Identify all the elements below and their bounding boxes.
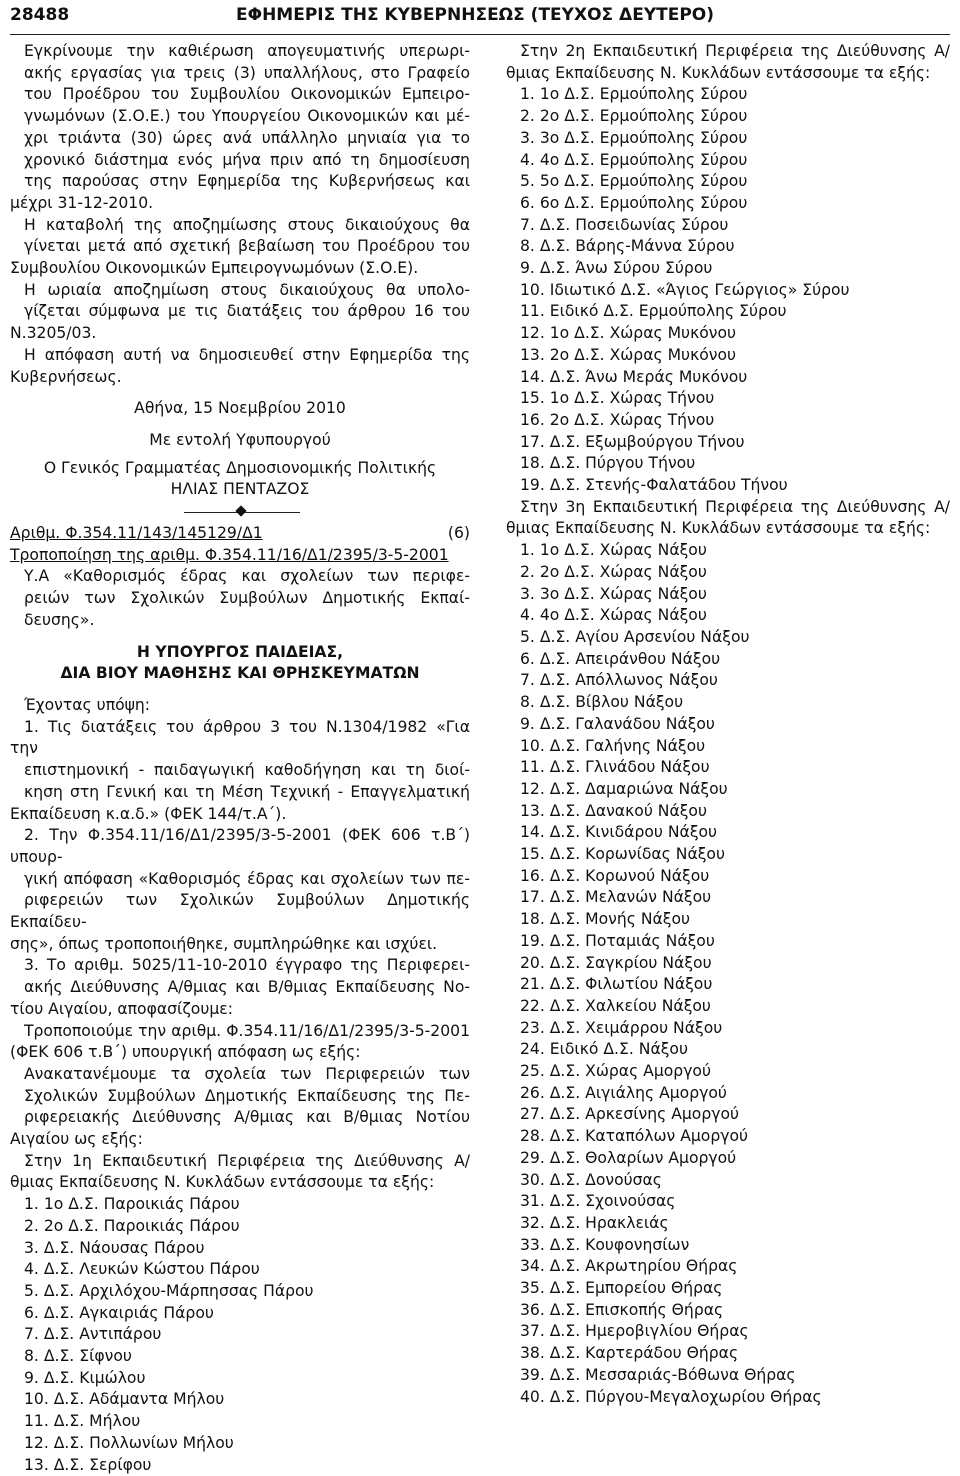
text-line: Εγκρίνουμε την καθιέρωση απογευματινής υπερωρι- — [24, 42, 470, 60]
school-list-item: 22. Δ.Σ. Χαλκείου Νάξου — [520, 996, 711, 1015]
text-line: ριφερειακής Διεύθυνσης Α/θμιας και Β/θμιας Νοτίου — [24, 1108, 470, 1127]
decision-number: Αριθμ. Φ.354.11/143/145129/Δ1 — [10, 524, 263, 543]
school-list-item: 39. Δ.Σ. Μεσσαριάς-Βόθωνα Θήρας — [520, 1365, 796, 1384]
region-2-heading-last: θμιας Εκπαίδευσης Ν. Κυκλάδων εντάσσουμε τα εξής: — [506, 63, 931, 82]
school-list-item: 18. Δ.Σ. Πύργου Τήνου — [520, 454, 696, 473]
amendment-title-last: δευσης». — [24, 610, 95, 629]
school-list-item: 24. Ειδικό Δ.Σ. Νάξου — [520, 1040, 688, 1059]
school-list-item: 25. Δ.Σ. Χώρας Αμοργού — [520, 1062, 711, 1081]
school-list-item: 37. Δ.Σ. Ημεροβιγλίου Θήρας — [520, 1322, 749, 1341]
school-list-item: 5. Δ.Σ. Αρχιλόχου-Μάρπησσας Πάρου — [24, 1281, 314, 1300]
school-list-item: 5. Δ.Σ. Αγίου Αρσενίου Νάξου — [520, 627, 750, 646]
school-list-item: 11. Ειδικό Δ.Σ. Ερμούπολης Σύρου — [520, 302, 787, 321]
school-list-item: 31. Δ.Σ. Σχοινούσας — [520, 1192, 676, 1211]
school-list-item: 13. Δ.Σ. Σερίφου — [24, 1455, 152, 1474]
school-list-item: 23. Δ.Σ. Χειμάρρου Νάξου — [520, 1018, 723, 1037]
amendment-title — [10, 566, 470, 609]
hourly-paragraph — [10, 280, 470, 323]
school-list-item: 2. 2ο Δ.Σ. Ερμούπολης Σύρου — [520, 107, 748, 126]
school-list-item: 19. Δ.Σ. Ποταμιάς Νάξου — [520, 931, 715, 950]
text-line: γική απόφαση «Καθορισμός έδρας και σχολείων των πε- — [24, 869, 470, 888]
school-list-item: 36. Δ.Σ. Επισκοπής Θήρας — [520, 1300, 724, 1319]
region-3-school-list — [506, 540, 950, 1408]
regard-item-2 — [10, 825, 470, 934]
regard-item-1-last: Εκπαίδευση κ.α.δ.» (ΦΕΚ 144/τ.Α΄). — [10, 804, 287, 823]
text-line: του Προέδρου του Συμβουλίου Οικονομικών Εμπειρο- — [24, 85, 470, 104]
school-list-item: 27. Δ.Σ. Αρκεσίνης Αμοργού — [520, 1105, 740, 1124]
payment-paragraph-last: Συμβουλίου Οικονομικών Εμπειρογνωμόνων (Σ.Ο.Ε). — [10, 259, 419, 278]
school-list-item: 14. Δ.Σ. Άνω Μεράς Μυκόνου — [520, 367, 748, 386]
region-2-heading: Στην 2η Εκπαιδευτική Περιφέρεια της Διεύθυνσης Α/ — [520, 42, 950, 60]
school-list-item: 7. Δ.Σ. Ποσειδωνίας Σύρου — [520, 215, 729, 234]
school-list-item: 29. Δ.Σ. Θολαρίων Αμοργού — [520, 1148, 737, 1167]
spacer — [10, 632, 470, 642]
page-header — [10, 5, 950, 31]
school-list-item: 26. Δ.Σ. Αιγιάλης Αμοργού — [520, 1083, 727, 1102]
school-list-item: 12. Δ.Σ. Δαμαριώνα Νάξου — [520, 779, 728, 798]
text-line: ρειών των Σχολικών Συμβούλων Δημοτικής Εκπαί- — [24, 589, 470, 608]
signatory-title: Ο Γενικός Γραμματέας Δημοσιονομικής Πολιτικής — [43, 458, 437, 477]
text-line: ακής εργασίας για τρεις (3) υπαλλήλους, στο Γραφείο — [24, 63, 470, 82]
school-list-item: 1. 1ο Δ.Σ. Χώρας Νάξου — [520, 541, 707, 560]
school-list-item: 1. 1ο Δ.Σ. Παροικιάς Πάρου — [24, 1195, 240, 1214]
publish-paragraph-last: Κυβερνήσεως. — [10, 367, 122, 386]
school-list-item: 2. 2ο Δ.Σ. Χώρας Νάξου — [520, 562, 707, 581]
school-list-item: 5. 5ο Δ.Σ. Ερμούπολης Σύρου — [520, 172, 748, 191]
school-list-item: 15. 1ο Δ.Σ. Χώρας Τήνου — [520, 389, 715, 408]
redistribute-paragraph-last: Αιγαίου ως εξής: — [10, 1130, 143, 1149]
school-list-item: 16. 2ο Δ.Σ. Χώρας Τήνου — [520, 410, 715, 429]
text-line: κηση στη Γενική και τη Μέση Τεχνική - Επαγγελματική — [24, 782, 470, 801]
school-list-item: 4. Δ.Σ. Λευκών Κώστου Πάρου — [24, 1260, 260, 1279]
amend-decision-last: (ΦΕΚ 606 τ.Β΄) υπουργική απόφαση ως εξής: — [10, 1043, 361, 1062]
school-list-item: 10. Δ.Σ. Γαλήνης Νάξου — [520, 736, 706, 755]
school-list-item: 13. 2ο Δ.Σ. Χώρας Μυκόνου — [520, 345, 737, 364]
text-line: γίζεται σύμφωνα με τις διατάξεις του άρθρου 16 του — [24, 302, 470, 321]
school-list-item: 12. Δ.Σ. Πολλωνίων Μήλου — [24, 1433, 234, 1452]
school-list-item: 8. Δ.Σ. Βάρης-Μάννα Σύρου — [520, 237, 735, 256]
school-list-item: 3. 3ο Δ.Σ. Ερμούπολης Σύρου — [520, 128, 748, 147]
school-list-item: 8. Δ.Σ. Βίβλου Νάξου — [520, 693, 684, 712]
school-list-item: 20. Δ.Σ. Σαγκρίου Νάξου — [520, 953, 712, 972]
school-list-item: 28. Δ.Σ. Καταπόλων Αμοργού — [520, 1127, 749, 1146]
intro-paragraph — [10, 41, 470, 193]
regard-item-3-last: τίου Αιγαίου, αποφασίζουμε: — [10, 999, 233, 1018]
spacer — [10, 388, 470, 398]
region-2-school-list — [506, 84, 950, 496]
text-line: Η ωριαία αποζημίωση στους δικαιούχους θα υπολο- — [24, 280, 470, 299]
diamond-icon — [235, 505, 246, 516]
region-1-heading: Στην 1η Εκπαιδευτική Περιφέρεια της Διεύθυνσης Α/ — [24, 1151, 470, 1170]
text-line: 1. Τις διατάξεις του άρθρου 3 του Ν.1304/1982 «Για την — [10, 717, 470, 758]
regard-item-3 — [10, 955, 470, 998]
amend-decision: Τροποποιούμε την αριθμ. Φ.354.11/16/Δ1/2395/3-5-2001 — [24, 1021, 470, 1040]
spacer — [10, 420, 470, 430]
minister-title: Η ΥΠΟΥΡΓΟΣ ΠΑΙΔΕΙΑΣ, — [136, 642, 344, 661]
school-list-item: 12. 1ο Δ.Σ. Χώρας Μυκόνου — [520, 324, 737, 343]
school-list-item: 19. Δ.Σ. Στενής-Φαλατάδου Τήνου — [520, 476, 788, 495]
region-1-school-list — [10, 1194, 470, 1476]
school-list-item: 17. Δ.Σ. Εξωμβούργου Τήνου — [520, 432, 745, 451]
hourly-paragraph-last: Ν.3205/03. — [10, 324, 97, 343]
text-line: 3. Το αριθμ. 5025/11-10-2010 έγγραφο της Περιφερει- — [24, 956, 470, 975]
school-list-item: 11. Δ.Σ. Μήλου — [24, 1412, 141, 1431]
school-list-item: 11. Δ.Σ. Γλινάδου Νάξου — [520, 758, 710, 777]
text-line: γνωμόνων (Σ.Ο.Ε.) του Υπουργείου Οικονομικών και μέ- — [24, 107, 470, 126]
school-list-item: 10. Δ.Σ. Αδάμαντα Μήλου — [24, 1390, 225, 1409]
text-line: χρονικό διάστημα ενός μήνα πριν από τη δημοσίευση — [24, 150, 470, 169]
header-rule — [10, 34, 950, 35]
school-list-item: 9. Δ.Σ. Κιμώλου — [24, 1368, 146, 1387]
text-line: ακής Διεύθυνσης Α/θμιας και Β/θμιας Εκπαίδευσης Νο- — [24, 978, 470, 997]
order-line: Με εντολή Υφυπουργού — [149, 430, 331, 449]
school-list-item: 4. 4ο Δ.Σ. Χώρας Νάξου — [520, 606, 707, 625]
school-list-item: 6. Δ.Σ. Απειράνθου Νάξου — [520, 649, 721, 668]
school-list-item: 17. Δ.Σ. Μελανών Νάξου — [520, 888, 712, 907]
text-line: της παρούσας στην Εφημερίδα της Κυβερνήσεως και — [24, 172, 470, 191]
left-column — [10, 41, 470, 1476]
school-list-item: 18. Δ.Σ. Μονής Νάξου — [520, 910, 691, 929]
payment-paragraph — [10, 215, 470, 258]
text-line: χρι τριάντα (30) ώρες ανά υπάλληλο μηνιαία για το — [24, 128, 470, 147]
school-list-item: 16. Δ.Σ. Κορωνού Νάξου — [520, 866, 710, 885]
spacer — [10, 685, 470, 695]
decision-number-row — [10, 523, 470, 545]
redistribute-paragraph — [10, 1064, 470, 1129]
text-line: Η καταβολή της αποζημίωσης στους δικαιούχους θα — [24, 215, 470, 234]
school-list-item: 3. Δ.Σ. Νάουσας Πάρου — [24, 1238, 205, 1257]
text-line: επιστημονική - παιδαγωγική καθοδήγηση και τη διοί- — [24, 761, 470, 780]
text-line: Σχολικών Συμβούλων Δημοτικής Εκπαίδευσης της Πε- — [24, 1086, 470, 1105]
school-list-item: 6. 6ο Δ.Σ. Ερμούπολης Σύρου — [520, 193, 748, 212]
school-list-item: 6. Δ.Σ. Αγκαιριάς Πάρου — [24, 1303, 214, 1322]
school-list-item: 32. Δ.Σ. Ηρακλειάς — [520, 1213, 669, 1232]
school-list-item: 4. 4ο Δ.Σ. Ερμούπολης Σύρου — [520, 150, 748, 169]
having-regard: Έχοντας υπόψη: — [24, 695, 151, 714]
school-list-item: 2. 2ο Δ.Σ. Παροικιάς Πάρου — [24, 1216, 240, 1235]
text-line: ριφερειών των Σχολικών Συμβούλων Δημοτικής Εκπαίδευ- — [10, 891, 470, 932]
school-list-item: 40. Δ.Σ. Πύργου-Μεγαλοχωρίου Θήρας — [520, 1387, 822, 1406]
text-line: γίνεται μετά από σχετική βεβαίωση του Προέδρου του — [24, 237, 470, 256]
ministry-name: ΔΙΑ ΒΙΟΥ ΜΑΘΗΣΗΣ ΚΑΙ ΘΡΗΣΚΕΥΜΑΤΩΝ — [60, 664, 420, 683]
school-list-item: 30. Δ.Σ. Δονούσας — [520, 1170, 662, 1189]
text-line: Υ.Α «Καθορισμός έδρας και σχολείων των περιφε- — [24, 567, 470, 586]
school-list-item: 7. Δ.Σ. Απόλλωνος Νάξου — [520, 671, 718, 690]
school-list-item: 21. Δ.Σ. Φιλωτίου Νάξου — [520, 975, 713, 994]
section-divider — [10, 501, 470, 523]
school-list-item: 14. Δ.Σ. Κινιδάρου Νάξου — [520, 823, 718, 842]
regard-item-2-last: σης», όπως τροποποιήθηκε, συμπληρώθηκε και ισχύει. — [10, 934, 438, 953]
right-column — [506, 41, 950, 1408]
amendment-heading: Τροποποίηση της αριθμ. Φ.354.11/16/Δ1/2395/3-5-2001 — [10, 545, 449, 564]
signatory-name: ΗΛΙΑΣ ΠΕΝΤΑΖΟΣ — [170, 480, 310, 499]
text-line: 2. Την Φ.354.11/16/Δ1/2395/3-5-2001 (ΦΕΚ 606 τ.Β΄) υπουρ- — [10, 826, 470, 866]
page-number: 28488 — [10, 5, 70, 25]
school-list-item: 38. Δ.Σ. Καρτεράδου Θήρας — [520, 1344, 739, 1363]
school-list-item: 8. Δ.Σ. Σίφνου — [24, 1347, 132, 1366]
gazette-title: ΕΦΗΜΕΡΙΣ ΤΗΣ ΚΥΒΕΡΝΗΣΕΩΣ (ΤΕΥΧΟΣ ΔΕΥΤΕΡΟ) — [236, 5, 715, 25]
region-1-heading-last: θμιας Εκπαίδευσης Ν. Κυκλάδων εντάσσουμε τα εξής: — [10, 1173, 435, 1192]
decision-index: (6) — [447, 524, 470, 543]
school-list-item: 13. Δ.Σ. Δανακού Νάξου — [520, 801, 707, 820]
publish-paragraph: Η απόφαση αυτή να δημοσιευθεί στην Εφημερίδα της — [24, 345, 470, 364]
school-list-item: 10. Ιδιωτικό Δ.Σ. «Άγιος Γεώργιος» Σύρου — [520, 280, 850, 299]
school-list-item: 7. Δ.Σ. Αντιπάρου — [24, 1325, 162, 1344]
school-list-item: 3. 3ο Δ.Σ. Χώρας Νάξου — [520, 584, 707, 603]
school-list-item: 1. 1ο Δ.Σ. Ερμούπολης Σύρου — [520, 85, 748, 104]
regard-item-1 — [10, 717, 470, 804]
school-list-item: 35. Δ.Σ. Εμπορείου Θήρας — [520, 1279, 723, 1298]
school-list-item: 15. Δ.Σ. Κορωνίδας Νάξου — [520, 845, 725, 864]
region-3-heading: Στην 3η Εκπαιδευτική Περιφέρεια της Διεύθυνσης Α/ — [520, 497, 950, 516]
text-line: Ανακατανέμουμε τα σχολεία των Περιφερειών των — [24, 1064, 470, 1083]
region-3-heading-last: θμιας Εκπαίδευσης Ν. Κυκλάδων εντάσσουμε τα εξής: — [506, 519, 931, 538]
school-list-item: 33. Δ.Σ. Κουφονησίων — [520, 1235, 690, 1254]
intro-paragraph-last: μέχρι 31-12-2010. — [10, 193, 154, 212]
school-list-item: 9. Δ.Σ. Γαλανάδου Νάξου — [520, 714, 715, 733]
school-list-item: 34. Δ.Σ. Ακρωτηρίου Θήρας — [520, 1257, 738, 1276]
date-place: Αθήνα, 15 Νοεμβρίου 2010 — [134, 399, 346, 418]
school-list-item: 9. Δ.Σ. Άνω Σύρου Σύρου — [520, 259, 713, 278]
